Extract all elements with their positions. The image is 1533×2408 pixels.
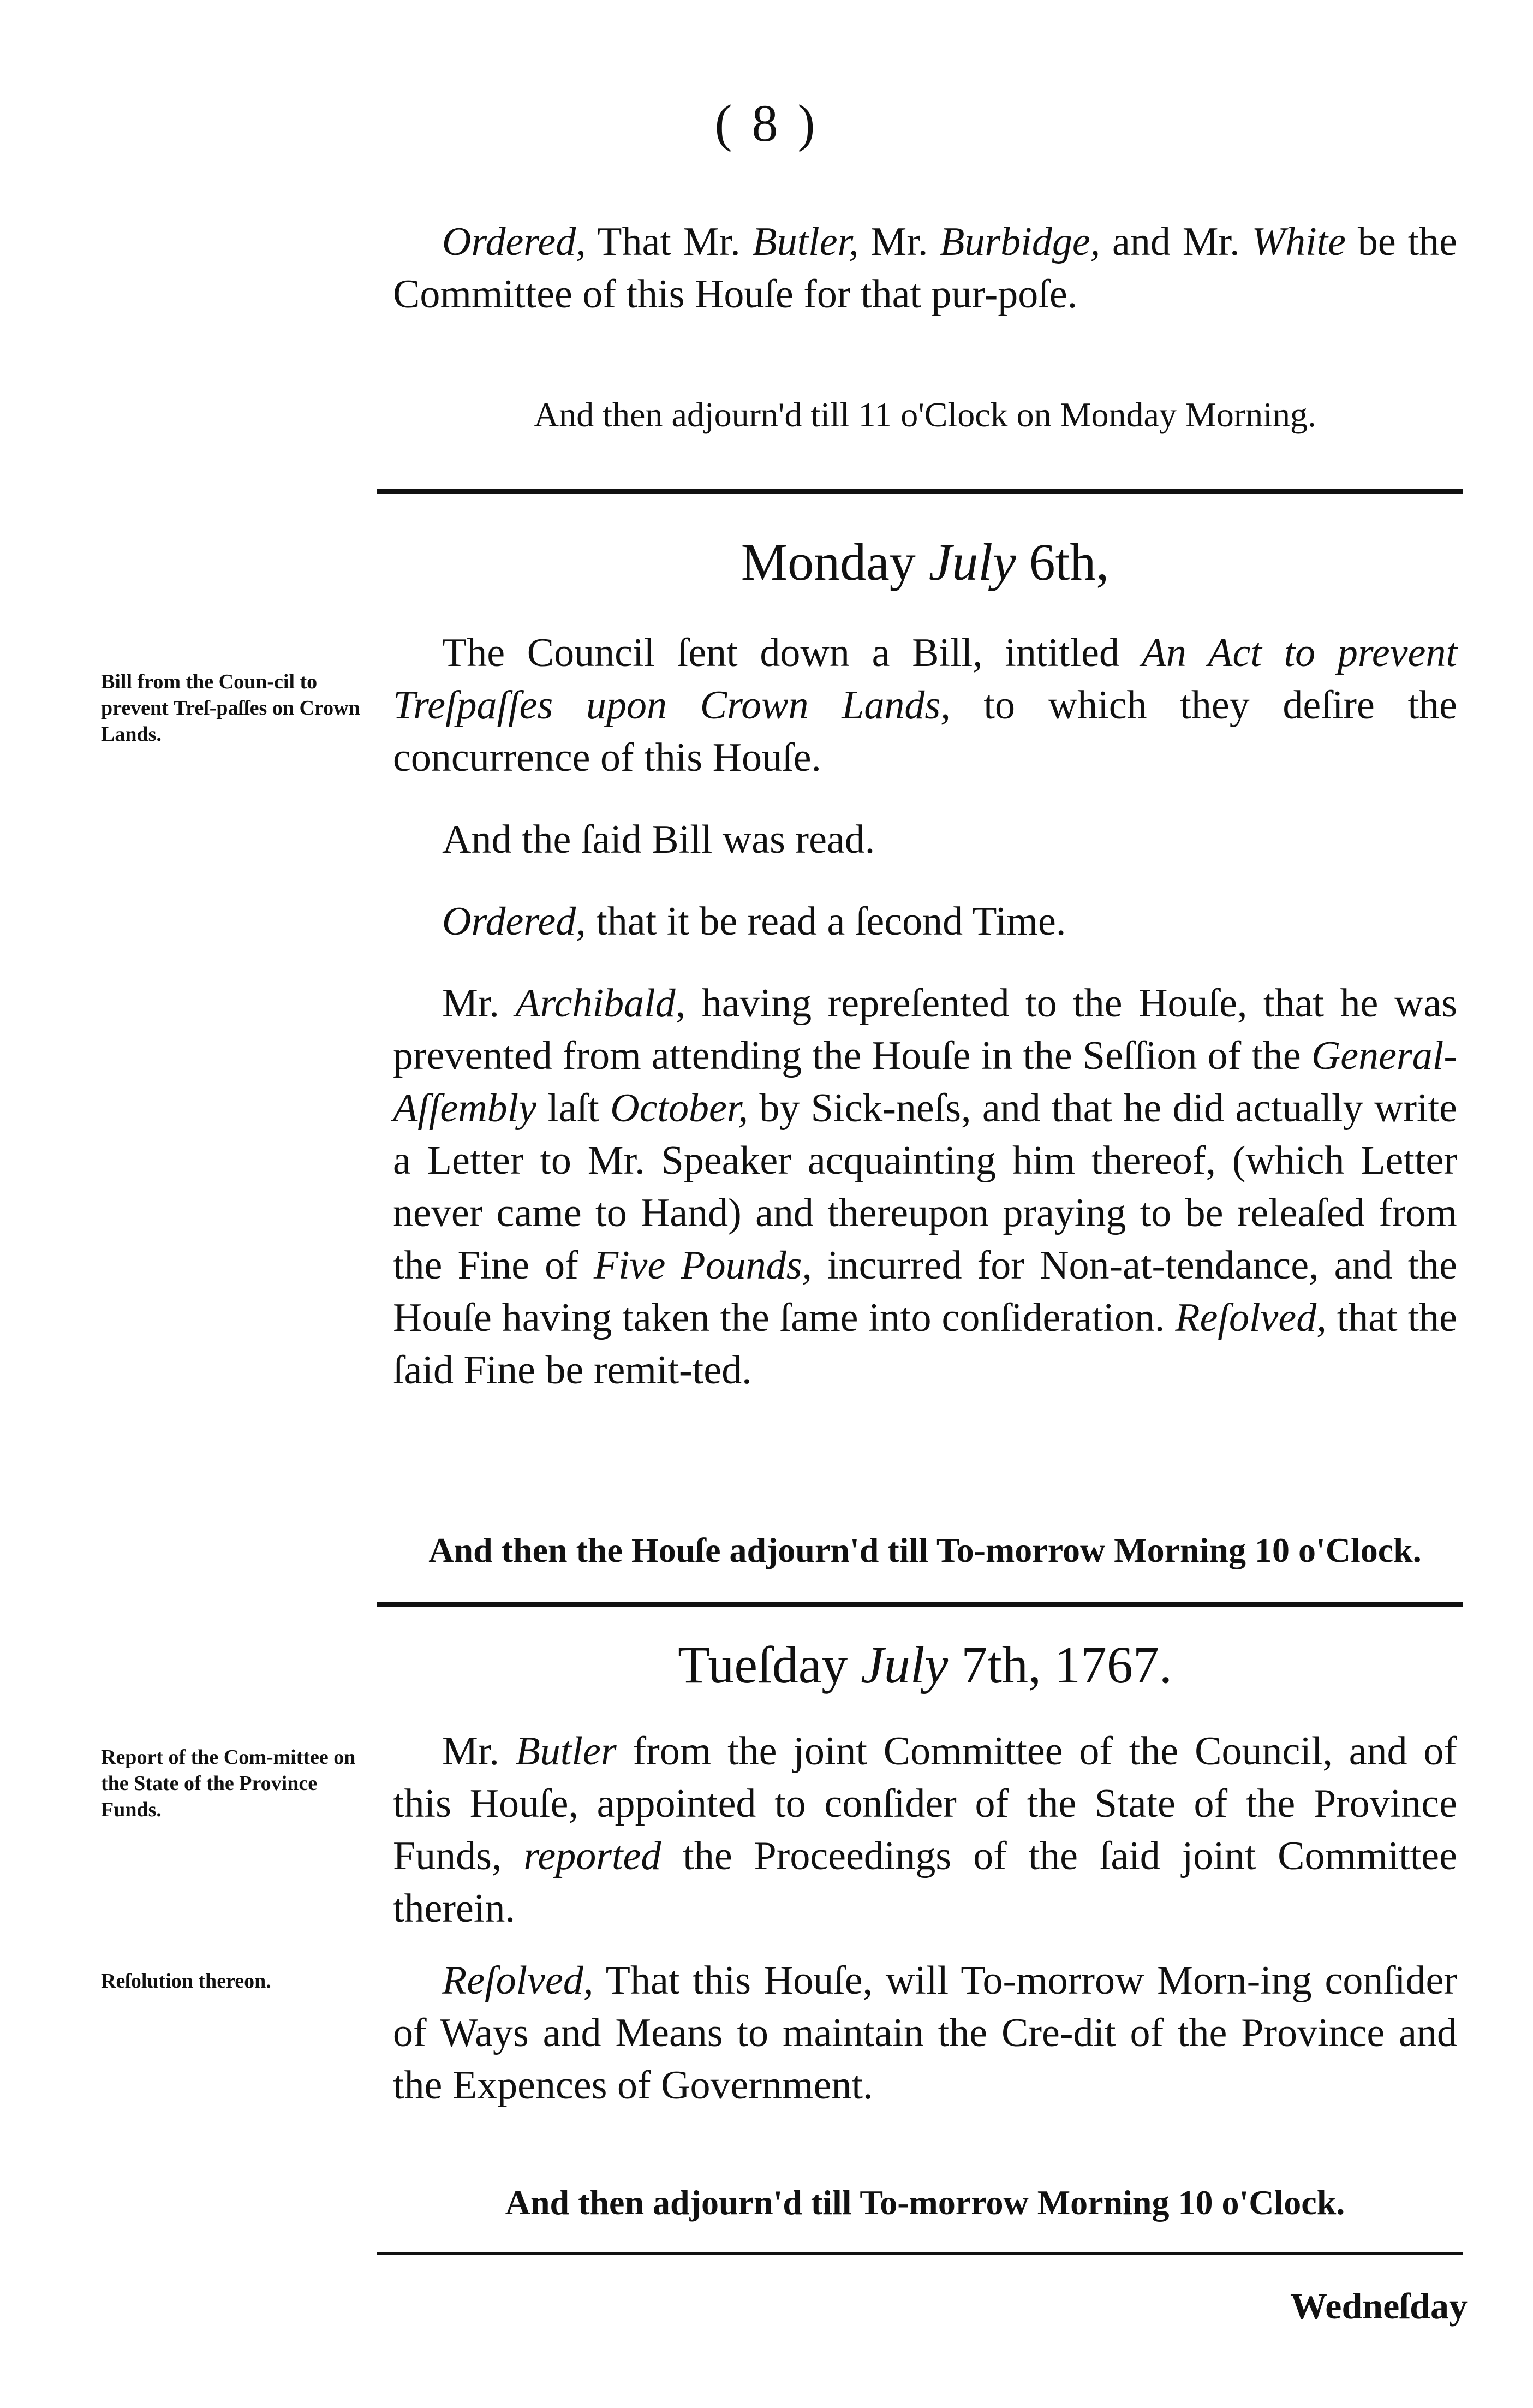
date-heading-monday: Monday July 6th, (741, 533, 1110, 591)
adjournment-note-3: And then adjourn'd till To-morrow Morning 10 o'Clock. (505, 2183, 1345, 2222)
catchword: Wedneſday (1290, 2285, 1468, 2327)
section-rule-3 (377, 2252, 1463, 2255)
paragraph-ordered-committee: Ordered, That Mr. Butler, Mr. Burbidge, and Mr. White be the Committee of this Houſe for that pur-poſe. (393, 219, 1458, 317)
paragraph-second-reading: Ordered, that it be read a ſecond Time. (442, 899, 1066, 944)
margin-note-report: Report of the Com-mittee on the State of the Province Funds. (101, 1746, 356, 1821)
date-heading-tuesday: Tueſday July 7th, 1767. (678, 1636, 1172, 1694)
adjournment-note-1: And then adjourn'd till 11 o'Clock on Monday Morning. (534, 395, 1316, 434)
paragraph-resolved-ways-means: Reſolved, That this Houſe, will To-morrow Morn-ing conſider of Ways and Means to maintain the Cre-dit of the Province and the Expences of Government. (393, 1958, 1457, 2108)
paragraph-butler-report: Mr. Butler from the joint Committee of the Council, and of this Houſe, appointed to conſider of the State of the Province Funds, reported the Proceedings of the ſaid joint Committee therein. (393, 1729, 1457, 1931)
section-rule-1 (377, 489, 1463, 494)
section-rule-2 (377, 1602, 1463, 1607)
page-number: ( 8 ) (714, 94, 819, 152)
margin-note-resolution: Reſolution thereon. (101, 1970, 271, 1993)
paragraph-council-bill: The Council ſent down a Bill, intitled An Act to prevent Treſpaſſes upon Crown Lands, to which they deſire the concurrence of this Houſe. (393, 631, 1458, 780)
adjournment-note-2: And then the Houſe adjourn'd till To-morrow Morning 10 o'Clock. (428, 1531, 1422, 1569)
paragraph-archibald: Mr. Archibald, having repreſented to the Houſe, that he was prevented from attending the Houſe in the Seſſion of the General-Aſſembly laſt October, by Sick-neſs, and that he did actually write a Letter to Mr. Speaker acquainting him thereof, (which Letter never came to Hand) and thereupon praying to be releaſed from the Fine of Five Pounds, incurred for Non-at-tendance, and the Houſe having taken the ſame into conſideration. Reſolved, that the ſaid Fine be remit-ted. (393, 981, 1458, 1393)
margin-note-bill: Bill from the Coun-cil to prevent Treſ-paſſes on Crown Lands. (101, 670, 360, 746)
paragraph-bill-read: And the ſaid Bill was read. (442, 817, 875, 862)
